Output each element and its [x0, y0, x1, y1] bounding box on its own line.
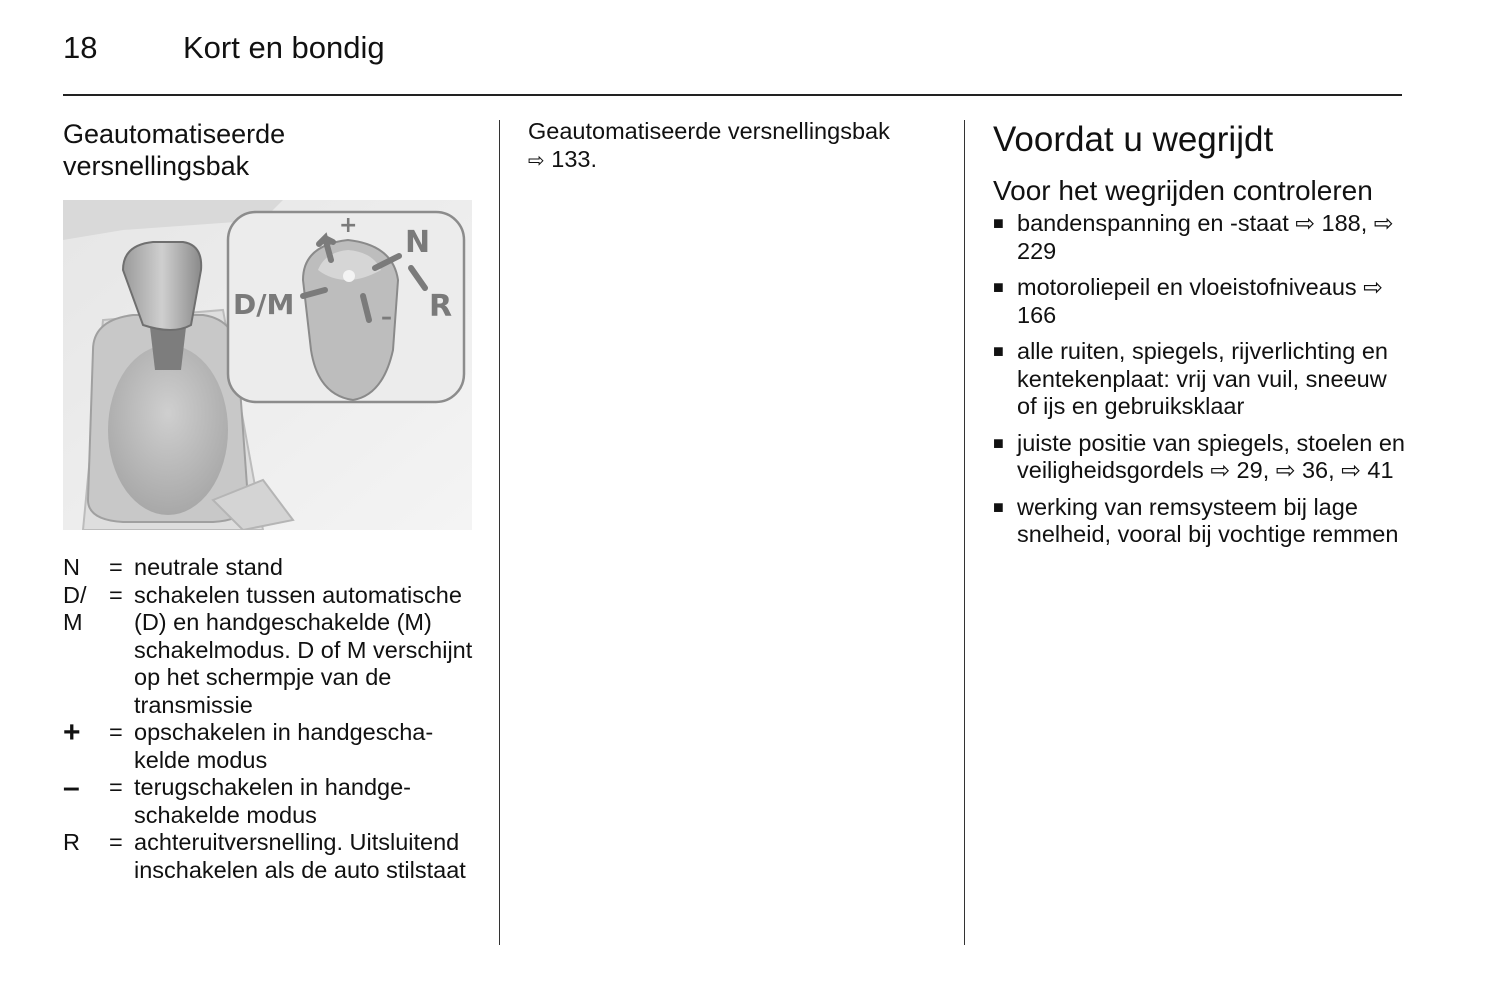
legend-eq: = [109, 581, 123, 608]
checklist [993, 210, 1408, 549]
legend-eq: = [109, 774, 123, 800]
header-rule [63, 94, 1402, 96]
legend-eq: = [109, 554, 123, 580]
bullet-icon: ■ [993, 432, 1004, 453]
legend-row [63, 716, 478, 774]
legend-text: terugschakelen in handgeschakelde modus [134, 774, 411, 828]
list-item [993, 338, 1408, 421]
list-item-text: juiste positie van spiegels, stoelen en veiligheidsgordels ⇨ 29, ⇨ 36, ⇨ 41 [1017, 429, 1405, 483]
legend-text: opschakelen in handgeschakelde modus [134, 719, 434, 773]
dm-label: D/M [233, 288, 295, 321]
legend-key: N [63, 554, 80, 580]
bullet-icon: ■ [993, 277, 1004, 297]
legend-text: achteruitversnelling. Uitsluitend inschakelen als de auto stilstaat [134, 829, 466, 883]
column-divider [964, 120, 965, 945]
minus-label: – [381, 305, 392, 330]
list-item [993, 274, 1408, 329]
reference-title: Geautomatiseerde versnellingsbak [528, 118, 890, 144]
reference-page: 133. [551, 145, 598, 172]
legend-eq: = [109, 829, 123, 855]
legend-eq: = [109, 719, 123, 745]
bullet-icon: ■ [993, 213, 1004, 233]
list-item-text: alle ruiten, spiegels, rijverlichting en kentekenplaat: vrij van vuil, sneeuw of ijs en gebruiksklaar [1017, 338, 1388, 419]
bullet-icon: ■ [993, 341, 1004, 361]
page-ref-arrow-icon: ⇨ [528, 149, 545, 172]
column-divider [499, 120, 500, 945]
list-item-text: werking van remsysteem bij lage snelheid, vooral bij vochtige remmen [1017, 493, 1399, 547]
column-left [63, 118, 478, 884]
legend-key: R [63, 829, 80, 855]
list-item [993, 210, 1408, 265]
legend-row [63, 829, 478, 884]
legend-text: schakelen tussen automatische (D) en handgeschakelde (M) schakelmodus. D of M verschijnt op het schermpje van de transmissie [134, 581, 473, 718]
gear-shift-figure [63, 200, 472, 530]
column-middle [528, 118, 938, 175]
subsection-heading: Voor het wegrijden controleren [993, 175, 1373, 206]
plus-label: + [339, 213, 358, 238]
section-heading: Voordat u wegrijdt [993, 120, 1274, 159]
bullet-icon: ■ [993, 496, 1004, 517]
cross-reference[interactable] [528, 118, 938, 175]
legend-key: D/ M [63, 581, 87, 635]
legend [63, 554, 478, 884]
section-heading: Geautomatiseerde versnellingsbak [63, 119, 286, 181]
legend-row [63, 554, 478, 582]
legend-row [63, 771, 478, 829]
list-item [993, 430, 1408, 485]
page-number: 18 [63, 30, 98, 65]
list-item [993, 494, 1408, 549]
r-label: R [429, 289, 453, 324]
list-item-text: motoroliepeil en vloeistofniveaus ⇨ 166 [1017, 274, 1383, 328]
chapter-title: Kort en bondig [183, 30, 385, 65]
legend-key: + [63, 716, 81, 749]
column-right [993, 118, 1408, 558]
list-item-text: bandenspanning en -staat ⇨ 188, ⇨ 229 [1017, 210, 1394, 264]
legend-key: – [63, 771, 80, 804]
legend-text: neutrale stand [134, 554, 283, 580]
n-label: N [405, 225, 431, 260]
legend-row [63, 582, 478, 720]
